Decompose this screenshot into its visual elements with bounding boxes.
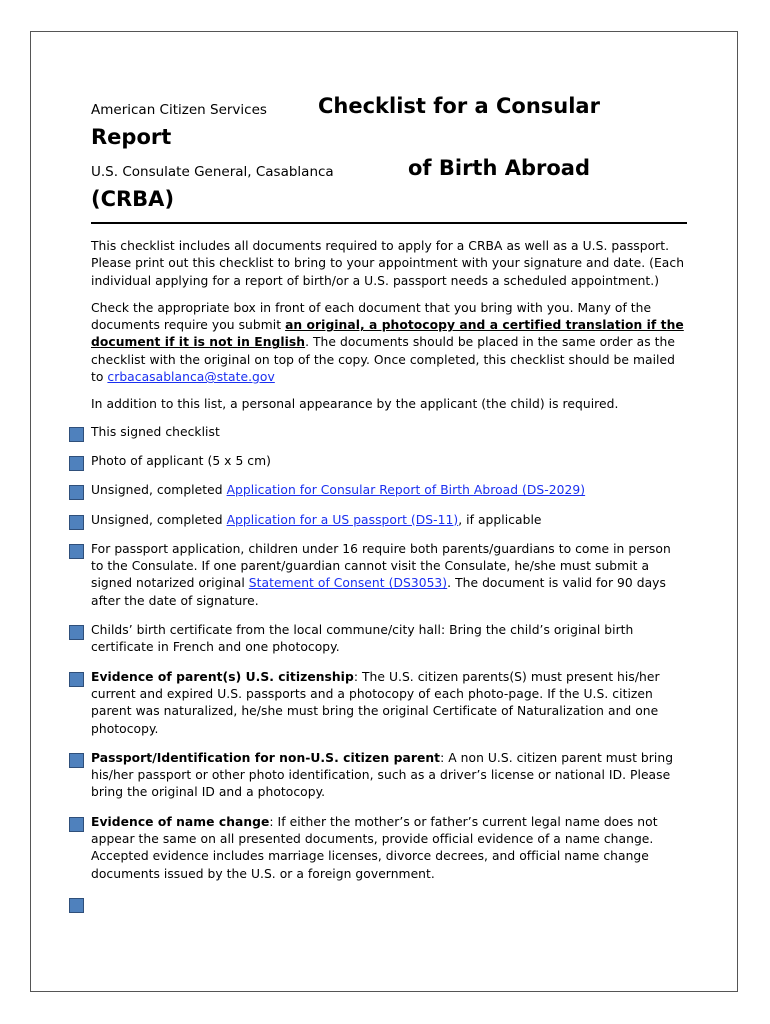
checklist-item-name-change: Evidence of name change: If either the mother’s or father’s current legal name does not appear the same on all presented documents, provide official evidence of a name change. Accepted evidence includes marriage licenses, divorce decrees, and official name change documents issued by the U.S. or a foreign government. [91,814,687,883]
checklist-item-non-citizen-id: Passport/Identification for non-U.S. citizen parent: A non U.S. citizen parent must bring his/her passport or other photo identification, such as a driver’s license or national ID. Please bring the original ID and a photocopy. [91,750,687,802]
emphasis-requirement: an original, a photocopy and a certified translation if the document if it is not in English [91,318,684,350]
ds3053-link[interactable]: Statement of Consent (DS3053) [248,576,448,591]
checkbox-icon[interactable] [69,485,84,500]
intro-paragraph-3: In addition to this list, a personal appearance by the applicant (the child) is required. [91,397,619,412]
checklist-item-signed-checklist: This signed checklist [91,424,687,441]
checklist-item-empty [91,895,687,913]
header-row-1 [91,92,687,122]
checkbox-icon[interactable] [69,427,84,442]
checklist-item-ds11: Unsigned, completed Application for a US passport (DS-11), if applicable [91,512,687,529]
checkbox-icon[interactable] [69,817,84,832]
checkbox-icon[interactable] [69,753,84,768]
ds2029-link[interactable]: Application for Consular Report of Birth Abroad (DS-2029) [226,483,586,498]
document-page [30,31,738,992]
title-line-1: Checklist for a Consular [318,94,600,118]
email-link[interactable]: crbacasablanca@state.gov [107,370,275,385]
header-row-2 [91,154,687,184]
checkbox-icon[interactable] [69,625,84,640]
checklist-item-ds2029: Unsigned, completed Application for Consular Report of Birth Abroad (DS-2029) [91,482,687,499]
checklist-item-consent: For passport application, children under 16 require both parents/guardians to come in person to the Consulate. If one parent/guardian cannot visit the Consulate, he/she must submit a signed notarized original Statement of Consent (DS3053). The document is valid for 90 days after the date of signature. [91,541,687,610]
intro-paragraph-2: Check the appropriate box in front of each document that you bring with you. Many of the documents require you submit an original, a photocopy and a certified translation if the document if it is not in English. The documents should be placed in the same order as the checklist with the original on top of the copy. Once completed, this checklist should be mailed to crbacasablanca@state.gov [91,300,684,385]
checklist-item-birth-certificate: Childs’ birth certificate from the local commune/city hall: Bring the child’s original birth certificate in French and one photocopy. [91,622,687,657]
org-name: American Citizen Services [91,102,267,118]
checkbox-icon[interactable] [69,515,84,530]
checkbox-icon[interactable] [69,898,84,913]
checklist-item-citizenship: Evidence of parent(s) U.S. citizenship: The U.S. citizen parents(S) must present his/her current and expired U.S. passports and a photocopy of each photo-page. If the U.S. citizen parent was naturalized, he/she must bring the original Certificate of Naturalization and one photocopy. [91,669,687,738]
header-rule [91,222,687,224]
title-line-4: (CRBA) [91,187,175,211]
intro-paragraph-1: This checklist includes all documents required to apply for a CRBA as well as a U.S. passport. Please print out this checklist to bring to your appointment with your signature and date. (Each individual applying for a report of birth/or a U.S. passport needs a scheduled appointment.) [91,239,685,288]
checklist-item-photo: Photo of applicant (5 x 5 cm) [91,453,687,470]
ds11-link[interactable]: Application for a US passport (DS-11) [226,512,459,527]
document-content [91,92,687,925]
title-line-2: Report [91,125,172,149]
consulate-name: U.S. Consulate General, Casablanca [91,164,334,180]
title-line-3: of Birth Abroad [408,156,591,180]
checkbox-icon[interactable] [69,672,84,687]
checkbox-icon[interactable] [69,456,84,471]
checkbox-icon[interactable] [69,544,84,559]
